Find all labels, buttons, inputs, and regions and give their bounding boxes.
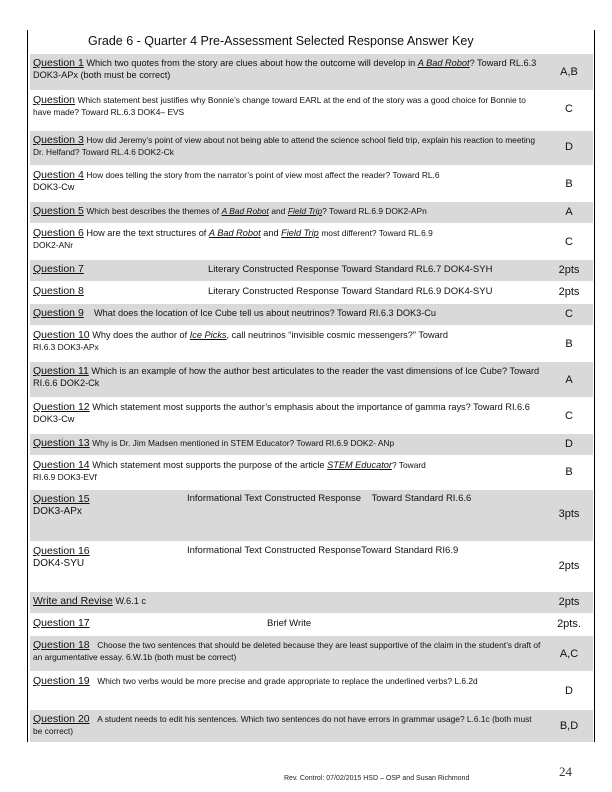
question-text-rest: ? Toward RL.6.3 DOK3-APx (both must be correct) (33, 58, 537, 80)
table-row (30, 614, 593, 636)
question-text-rest: RI.6.9 DOK3-EVf (33, 472, 97, 482)
table-row (30, 260, 593, 282)
question-label: Question 14 (33, 459, 90, 471)
question-label: Question 13 (33, 437, 90, 449)
question-label: Question 8 (33, 285, 84, 297)
answer: 2pts (558, 560, 580, 572)
question-label: Question 17 (33, 617, 90, 629)
question-text: Which two quotes from the story are clues about how the outcome will develop in (86, 58, 416, 68)
answer: A,C (559, 648, 579, 660)
answer: D (565, 438, 573, 450)
table-row (30, 672, 593, 710)
question-text: Which best describes the themes of (86, 206, 220, 216)
question-label: Question 20 (33, 713, 90, 725)
question-label: Question 10 (33, 329, 90, 341)
question-label: Question 12 (33, 401, 90, 413)
table-row (30, 490, 593, 542)
question-text-rest: ? Toward RL.6.9 DOK2-APn (322, 206, 427, 216)
question-label: Question 3 (33, 134, 84, 146)
answer: C (565, 236, 573, 248)
standard-text: Toward Standard RL6.9 DOK4-SYU (341, 286, 493, 297)
question-text: How are the text structures of (86, 228, 207, 238)
dok-text: DOK3-APx (33, 506, 82, 517)
work-title: STEM Educator (327, 460, 392, 470)
question-text: How does telling the story from the narrator’s point of view most affect the reader? Toward RL.6 (86, 170, 440, 180)
answer: C (565, 308, 573, 320)
answer: C (565, 103, 573, 115)
question-text: How did Jeremy’s point of view about not being able to attend the science school field trip, explain his reaction to meeting Dr. Helfand? Toward RL.4.6 DOK2-Ck (33, 135, 535, 157)
table-row (30, 131, 593, 166)
question-label: Question 18 (33, 639, 90, 651)
answer: A (565, 206, 573, 218)
answer: 2pts (558, 286, 580, 298)
answer: 2pts. (557, 618, 581, 630)
table-row (30, 304, 593, 326)
question-text: Which two verbs would be more precise and grade appropriate to replace the underlined verbs? L.6.2d (97, 676, 478, 686)
table-row (30, 362, 593, 398)
work-title: Field Trip (281, 228, 319, 238)
table-row (30, 592, 593, 614)
question-label: Question (33, 94, 76, 106)
page-title: Grade 6 - Quarter 4 Pre-Assessment Selected Response Answer Key (88, 34, 474, 48)
question-text-rest: ? Toward (391, 460, 426, 470)
table-row (30, 636, 593, 672)
table-row (30, 326, 593, 362)
question-text: Which is an example of how the author best articulates to the reader the vast dimensions of Ice Cube? Toward RI.6.6 DOK2-Ck (33, 366, 540, 388)
question-label: Question 11 (33, 365, 89, 377)
table-row (30, 398, 593, 434)
left-rule (27, 30, 28, 742)
question-text-rest: DOK3-Cw (33, 182, 75, 192)
answer: B,D (559, 720, 579, 732)
answer: B (565, 178, 573, 190)
page-number: 24 (559, 764, 572, 779)
work-title: Field Trip (287, 206, 323, 216)
work-title: Ice Picks (189, 330, 227, 340)
question-label: Question 7 (33, 263, 84, 275)
right-rule (594, 30, 595, 742)
work-title: A Bad Robot (417, 58, 470, 68)
question-text: A student needs to edit his sentences. Which two sentences do not have errors in grammar usage? L.6.1c (both must be correct) (33, 714, 532, 736)
table-row (30, 282, 593, 304)
answer: 3pts (558, 508, 580, 520)
question-text: What does the location of Ice Cube tell us about neutrinos? Toward RI.6.3 DOK3-Cu (94, 308, 437, 318)
question-text-rest: RI.6.3 DOK3-APx (33, 342, 99, 352)
table-row (30, 166, 593, 202)
question-text: Why does the author of (92, 330, 188, 340)
standard-text: W.6.1 c (115, 596, 146, 606)
answer: D (565, 141, 573, 153)
table-row (30, 542, 593, 592)
footer-revision: Rev. Control: 07/02/2015 HSD – OSP and Susan Richmond (284, 775, 470, 782)
question-text-rest: DOK2-ANr (33, 240, 74, 250)
answer: D (565, 685, 573, 697)
answer: C (565, 410, 573, 422)
question-text-rest: most different? Toward RL.6.9 (321, 228, 433, 238)
table-row (30, 91, 593, 131)
table-row (30, 54, 593, 91)
response-type: Literary Constructed Response (208, 286, 339, 297)
standard-text: Toward Standard RI6.9 (361, 545, 459, 556)
question-text: Which statement most supports the author’s emphasis about the importance of gamma rays? Toward RI.6.6 DOK3-Cw (33, 402, 530, 424)
question-label: Question 16 (33, 545, 90, 557)
question-label: Question 1 (33, 57, 84, 69)
question-text-mid: and (263, 228, 279, 238)
table-row (30, 202, 593, 224)
table-row (30, 224, 593, 260)
question-label: Question 5 (33, 205, 84, 217)
question-label: Question 4 (33, 169, 84, 181)
question-text: Choose the two sentences that should be deleted because they are least supportive of the claim in the student’s draft of an argumentative essay. 6.W.1b (both must be correct) (33, 640, 541, 662)
work-title: A Bad Robot (221, 206, 269, 216)
question-text: Which statement most supports the purpose of the article (92, 460, 325, 470)
question-label: Write and Revise (33, 595, 113, 607)
answer: B (565, 466, 573, 478)
question-label: Question 15 (33, 493, 90, 505)
response-type: Informational Text Constructed Response (187, 545, 362, 556)
question-text-rest: , call neutrinos “invisible cosmic messengers?” Toward (226, 330, 448, 340)
answer: 2pts (558, 264, 580, 276)
table-row (30, 434, 593, 456)
question-label: Question 6 (33, 227, 84, 239)
question-text-mid: and (271, 206, 286, 216)
answer: 2pts (558, 596, 580, 608)
question-label: Question 19 (33, 675, 90, 687)
answer: A,B (560, 66, 578, 78)
response-type: Brief Write (267, 618, 312, 629)
table-row (30, 456, 593, 490)
standard-text: Toward Standard RI.6.6 (371, 493, 472, 504)
question-text: Which statement best justifies why Bonnie’s change toward EARL at the end of the story was a good choice for Bonnie to have made? Toward RL.6.3 DOK4– EVS (33, 95, 526, 117)
question-label: Question 9 (33, 307, 84, 319)
answer: B (565, 338, 573, 350)
answer: A (565, 374, 573, 386)
dok-text: DOK4-SYU (33, 558, 85, 569)
standard-text: Toward Standard RL6.7 DOK4-SYH (341, 264, 493, 275)
response-type: Informational Text Constructed Response (187, 493, 362, 504)
response-type: Literary Constructed Response (208, 264, 339, 275)
work-title: A Bad Robot (208, 228, 261, 238)
question-text: Why is Dr. Jim Madsen mentioned in STEM Educator? Toward RI.6.9 DOK2- ANp (92, 438, 395, 448)
table-row (30, 710, 593, 743)
